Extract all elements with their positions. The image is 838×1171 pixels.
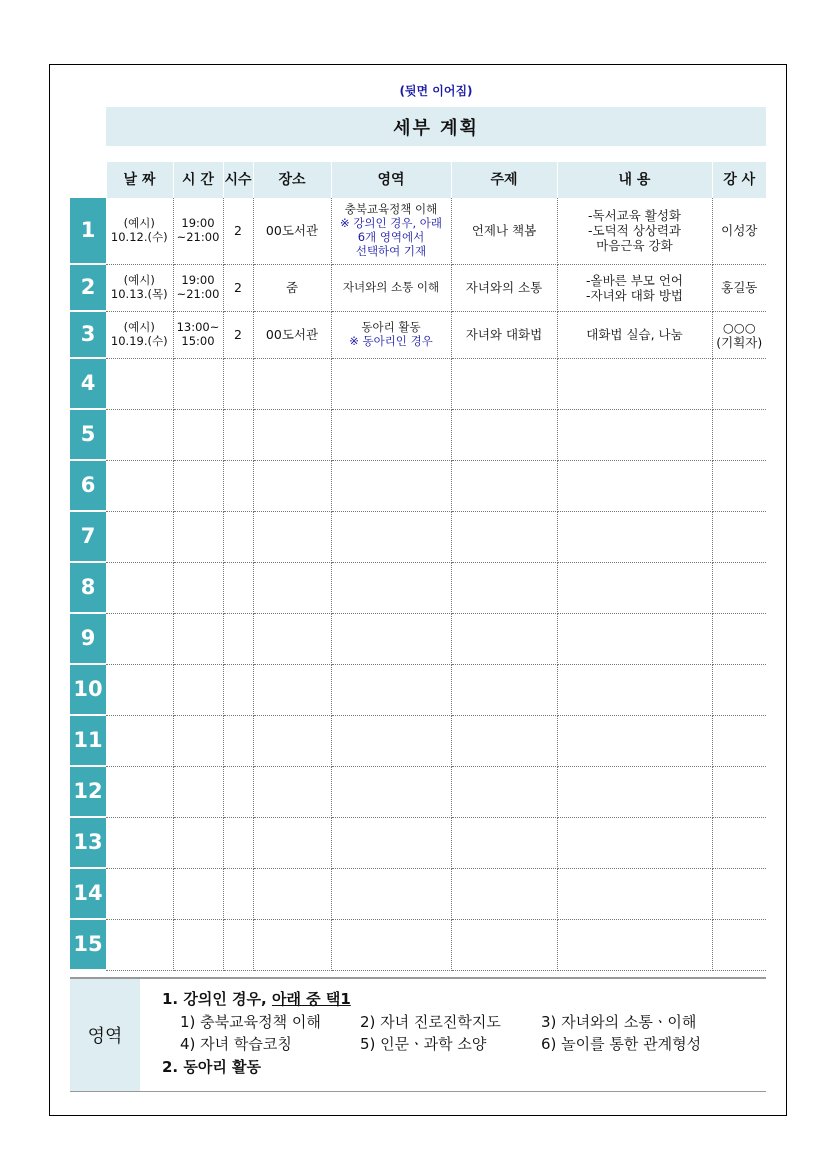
cell-time xyxy=(173,817,223,868)
cell-line: 대화법 실습, 나눔 xyxy=(586,327,683,342)
cell-line: 자녀와의 소통 이해 xyxy=(342,279,440,294)
cell-line: 19:00 xyxy=(181,272,215,287)
cell-line: -자녀와 대화 방법 xyxy=(586,287,683,303)
cell-lecturer xyxy=(712,613,766,664)
cell-content xyxy=(557,311,712,358)
row-number: 9 xyxy=(70,613,106,664)
row-number: 8 xyxy=(70,562,106,613)
cell-line: ~21:00 xyxy=(176,286,220,301)
cell-lecturer xyxy=(712,264,766,311)
cell-date xyxy=(106,919,173,970)
cell-hours: 2 xyxy=(223,198,253,264)
row-number: 6 xyxy=(70,460,106,511)
cell-area xyxy=(331,198,451,264)
row-number: 1 xyxy=(70,198,106,264)
cell-content xyxy=(557,715,712,766)
cell-topic xyxy=(451,409,557,460)
cell-area xyxy=(331,311,451,358)
legend-item: 1) 충북교육정책 이해 xyxy=(180,1013,321,1031)
cell-topic xyxy=(451,562,557,613)
cell-content xyxy=(557,919,712,970)
cell-line: ※ 동아리인 경우 xyxy=(349,333,433,348)
cell-topic xyxy=(451,511,557,562)
cell-place xyxy=(253,409,331,460)
cell-content xyxy=(557,766,712,817)
header-topic: 주제 xyxy=(451,162,557,198)
cell-place xyxy=(253,562,331,613)
row-number: 7 xyxy=(70,511,106,562)
cell-area xyxy=(331,919,451,970)
cell-content xyxy=(557,511,712,562)
cell-area xyxy=(331,409,451,460)
header-blank xyxy=(70,162,106,198)
cell-lecturer xyxy=(712,311,766,358)
cell-date xyxy=(106,664,173,715)
table-row xyxy=(70,198,766,264)
table-row xyxy=(70,311,766,358)
row-number: 13 xyxy=(70,817,106,868)
cell-content xyxy=(557,358,712,409)
cell-content xyxy=(557,868,712,919)
cell-line: (예시) xyxy=(123,272,155,287)
cell-topic xyxy=(451,817,557,868)
plan-table xyxy=(70,162,766,971)
cell-place xyxy=(253,919,331,970)
cell-content xyxy=(557,817,712,868)
cell-lecturer xyxy=(712,358,766,409)
legend-items-row-1 xyxy=(162,1011,766,1033)
cell-lecturer xyxy=(712,817,766,868)
cell-time xyxy=(173,511,223,562)
cell-topic xyxy=(451,460,557,511)
cell-place: 00도서관 xyxy=(253,311,331,358)
cell-line: 10.19.(수) xyxy=(110,333,168,348)
row-number: 4 xyxy=(70,358,106,409)
header-time: 시 간 xyxy=(173,162,223,198)
cell-content xyxy=(557,664,712,715)
cell-topic xyxy=(451,358,557,409)
cell-content xyxy=(557,409,712,460)
cell-area xyxy=(331,460,451,511)
cell-area xyxy=(331,511,451,562)
legend-body xyxy=(162,987,766,1079)
cell-content xyxy=(557,198,712,264)
cell-line: 13:00~ xyxy=(176,319,220,334)
cell-hours: 2 xyxy=(223,264,253,311)
cell-time xyxy=(173,409,223,460)
row-number: 2 xyxy=(70,264,106,311)
cell-lecturer xyxy=(712,198,766,264)
section-title: 세부 계획 xyxy=(106,107,766,146)
cell-area xyxy=(331,562,451,613)
cell-hours xyxy=(223,817,253,868)
cell-date xyxy=(106,198,173,264)
cell-place xyxy=(253,817,331,868)
cell-place xyxy=(253,511,331,562)
cell-date xyxy=(106,817,173,868)
cell-topic: 자녀와 대화법 xyxy=(451,311,557,358)
cell-hours xyxy=(223,919,253,970)
cell-content xyxy=(557,460,712,511)
cell-place xyxy=(253,868,331,919)
cell-area xyxy=(331,264,451,311)
cell-content xyxy=(557,562,712,613)
cell-time xyxy=(173,460,223,511)
cell-date xyxy=(106,409,173,460)
cell-hours: 2 xyxy=(223,311,253,358)
cell-time xyxy=(173,868,223,919)
table-header-row xyxy=(70,162,766,198)
cell-area xyxy=(331,664,451,715)
legend-heading-1-prefix: 1. 강의인 경우, xyxy=(162,990,272,1008)
cell-place xyxy=(253,664,331,715)
cell-hours xyxy=(223,358,253,409)
legend-heading-1 xyxy=(162,987,766,1011)
table-row xyxy=(70,562,766,613)
legend-label: 영역 xyxy=(70,979,140,1091)
cell-time xyxy=(173,358,223,409)
cell-time xyxy=(173,715,223,766)
table-row xyxy=(70,409,766,460)
cell-content xyxy=(557,613,712,664)
cell-date xyxy=(106,613,173,664)
cell-line: ○○○ xyxy=(722,319,756,335)
cell-line: 충북교육정책 이해 xyxy=(344,202,438,217)
cell-area xyxy=(331,817,451,868)
row-number: 11 xyxy=(70,715,106,766)
cell-place xyxy=(253,766,331,817)
table-row xyxy=(70,664,766,715)
cell-place xyxy=(253,460,331,511)
cell-place: 00도서관 xyxy=(253,198,331,264)
cell-time xyxy=(173,264,223,311)
cell-place xyxy=(253,613,331,664)
table-row xyxy=(70,715,766,766)
cell-lecturer xyxy=(712,511,766,562)
cell-topic xyxy=(451,868,557,919)
row-number: 5 xyxy=(70,409,106,460)
cell-date xyxy=(106,511,173,562)
legend-item: 4) 자녀 학습코칭 xyxy=(180,1035,292,1053)
cell-place xyxy=(253,358,331,409)
cell-hours xyxy=(223,460,253,511)
row-number: 10 xyxy=(70,664,106,715)
header-content: 내 용 xyxy=(557,162,712,198)
legend-heading-2: 2. 동아리 활동 xyxy=(162,1058,262,1076)
cell-place xyxy=(253,715,331,766)
cell-time xyxy=(173,766,223,817)
cell-date xyxy=(106,264,173,311)
area-legend xyxy=(70,977,766,1092)
table-row xyxy=(70,613,766,664)
cell-lecturer xyxy=(712,460,766,511)
header-area: 영역 xyxy=(331,162,451,198)
cell-time xyxy=(173,613,223,664)
cell-line: 10.12.(수) xyxy=(110,229,168,244)
legend-item: 3) 자녀와의 소통ㆍ이해 xyxy=(541,1013,697,1031)
cell-hours xyxy=(223,613,253,664)
cell-area xyxy=(331,358,451,409)
table-row xyxy=(70,817,766,868)
cell-date xyxy=(106,358,173,409)
cell-place: 줌 xyxy=(253,264,331,311)
cell-hours xyxy=(223,409,253,460)
cell-line: (예시) xyxy=(123,215,155,230)
cell-lecturer xyxy=(712,664,766,715)
cell-topic: 자녀와의 소통 xyxy=(451,264,557,311)
cell-content xyxy=(557,264,712,311)
cell-date xyxy=(106,460,173,511)
cell-topic xyxy=(451,613,557,664)
cell-line: 6개 영역에서 xyxy=(357,229,425,244)
cell-line: 이성장 xyxy=(721,223,758,239)
cell-topic xyxy=(451,715,557,766)
cell-date xyxy=(106,311,173,358)
row-number: 3 xyxy=(70,311,106,358)
row-number: 15 xyxy=(70,919,106,970)
table-row xyxy=(70,766,766,817)
cell-line: -올바른 부모 언어 xyxy=(586,272,683,288)
header-hours: 시수 xyxy=(223,162,253,198)
cell-hours xyxy=(223,511,253,562)
cell-line: -독서교육 활성화 xyxy=(587,208,681,224)
cell-line: 19:00 xyxy=(181,215,215,230)
cell-date xyxy=(106,715,173,766)
legend-item: 6) 놀이를 통한 관계형성 xyxy=(541,1035,702,1053)
cell-date xyxy=(106,868,173,919)
continued-note: (뒷면 이어짐) xyxy=(399,84,473,98)
legend-items-row-2 xyxy=(162,1033,766,1055)
cell-time xyxy=(173,198,223,264)
table-row xyxy=(70,868,766,919)
cell-area xyxy=(331,868,451,919)
table-row xyxy=(70,511,766,562)
cell-line: -도덕적 상상력과 xyxy=(587,223,681,239)
cell-line: 15:00 xyxy=(181,333,215,348)
legend-item: 5) 인문ㆍ과학 소양 xyxy=(360,1035,487,1053)
cell-line: 동아리 활동 xyxy=(361,319,421,334)
cell-date xyxy=(106,562,173,613)
cell-lecturer xyxy=(712,409,766,460)
cell-line: (기획자) xyxy=(716,334,763,350)
cell-line: ※ 강의인 경우, 아래 xyxy=(339,215,443,230)
cell-topic: 언제나 책봄 xyxy=(451,198,557,264)
legend-item: 2) 자녀 진로진학지도 xyxy=(360,1013,501,1031)
row-number: 14 xyxy=(70,868,106,919)
cell-lecturer xyxy=(712,919,766,970)
cell-time xyxy=(173,562,223,613)
table-row xyxy=(70,358,766,409)
row-number: 12 xyxy=(70,766,106,817)
cell-lecturer xyxy=(712,562,766,613)
cell-area xyxy=(331,766,451,817)
table-row xyxy=(70,264,766,311)
cell-area xyxy=(331,613,451,664)
cell-lecturer xyxy=(712,715,766,766)
cell-line: 마음근육 강화 xyxy=(596,238,673,254)
table-row xyxy=(70,919,766,970)
cell-lecturer xyxy=(712,766,766,817)
cell-hours xyxy=(223,868,253,919)
cell-time xyxy=(173,664,223,715)
cell-hours xyxy=(223,664,253,715)
cell-time xyxy=(173,919,223,970)
cell-hours xyxy=(223,766,253,817)
legend-heading-1-underlined: 아래 중 택1 xyxy=(271,990,351,1008)
header-place: 장소 xyxy=(253,162,331,198)
header-date: 날 짜 xyxy=(106,162,173,198)
cell-time xyxy=(173,311,223,358)
cell-hours xyxy=(223,562,253,613)
table-row xyxy=(70,460,766,511)
cell-hours xyxy=(223,715,253,766)
cell-topic xyxy=(451,766,557,817)
cell-date xyxy=(106,766,173,817)
cell-line: 10.13.(목) xyxy=(110,286,168,301)
cell-line: 선택하여 기재 xyxy=(355,243,427,258)
cell-topic xyxy=(451,664,557,715)
cell-topic xyxy=(451,919,557,970)
header-lecturer: 강 사 xyxy=(712,162,766,198)
cell-line: (예시) xyxy=(123,319,155,334)
cell-area xyxy=(331,715,451,766)
cell-line: ~21:00 xyxy=(176,229,220,244)
cell-lecturer xyxy=(712,868,766,919)
cell-line: 홍길동 xyxy=(721,280,758,295)
